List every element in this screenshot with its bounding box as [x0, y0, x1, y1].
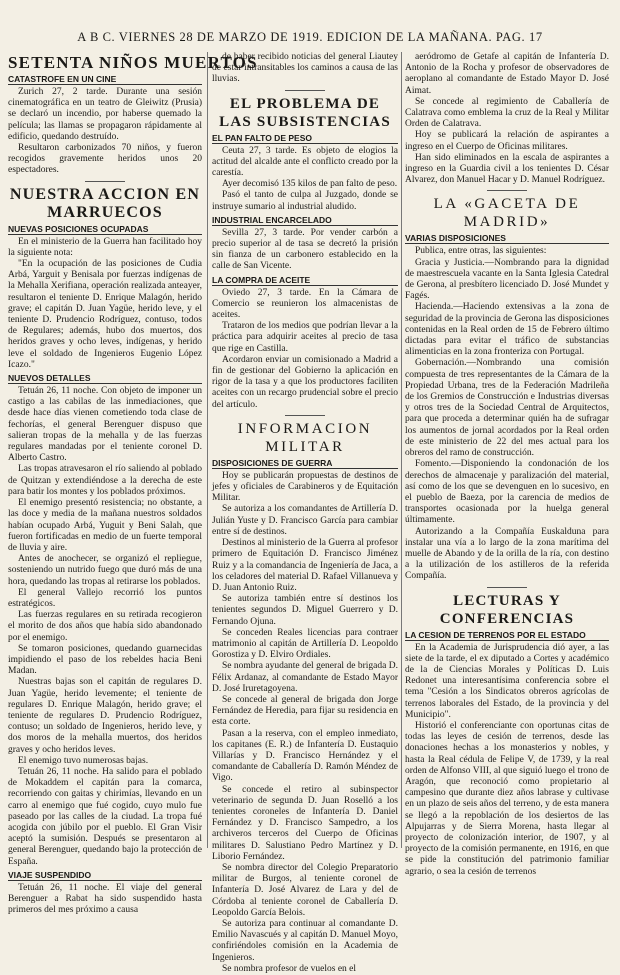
- paragraph-vallejo: El general Vallejo recorrió los puntos estratégicos.: [8, 587, 202, 609]
- paragraph-general: Se concede al general de brigada don Jorge Fernández de Heredia, para fijar su residencia en esta corte.: [212, 694, 398, 728]
- paragraph-tetuan-2: Tetuán 26, 11 noche. Ha salido para el poblado de Mokaddem el capitán para la comarca, recorriendo con gaitas y chirimías, llevando en un carro al enemigo que fué cogido, cuyo mulo fue paseado por las calles de la ciudad. La tropa fué acogida con júbilo por el pueblo. El Gran Visir aceptó la sumisión. Después se presentaron al general Berenguer, quedando bajo la protección de España.: [8, 766, 202, 867]
- column-rule-1: [207, 52, 208, 848]
- subhead-compra-aceite: LA COMPRA DE ACEITE: [212, 275, 398, 286]
- subhead-catastrofe-cine: CATASTROFE EN UN CINE: [8, 74, 202, 85]
- paragraph-resultaron: Resultaron carbonizados 70 niños, y fueron recogidos gravemente heridos unos 20 espectadores.: [8, 143, 202, 176]
- paragraph-cruz: Se concede al regimiento de Caballería de Calatrava como emblema la cruz de la Real y Militar Orden de Calatrava.: [405, 96, 609, 130]
- subhead-disposiciones-guerra: DISPOSICIONES DE GUERRA: [212, 458, 398, 469]
- column-1: [8, 52, 258, 916]
- paragraph-tetuan: Tetuán 26, 11 noche. Con objeto de imponer un castigo a las cabilas de las inmediaciones, que desde hace días vienen cometiendo toda clase de fechorías, el general Berenguer dispuso que salieran tropas de la mehalla y de las fuerzas regulares mandadas por el teniente coronel D. Alberto Castro.: [8, 386, 202, 464]
- paragraph-hacienda: Hacienda.—Haciendo extensivas a la zona de seguridad de la provincia de Gerona las disposiciones contenidas en la Real orden de 15 de Febrero último dictadas para evitar el tráfico de substancias alimenticias en la zona fronteriza con Portugal.: [405, 302, 609, 358]
- headline-setenta-ninos: SETENTA NIÑOS MUERTOS: [8, 53, 258, 72]
- paragraph-nombra: Se nombra ayudante del general de brigada D. Félix Ardanaz, al comandante de Estado Mayor D. José Iruretagoyena.: [212, 661, 398, 694]
- paragraph-continuation: aeródromo de Getafe al capitán de Infantería D. Antonio de la Rocha y profesor de observadores de aeroplano al comandante de Estado Mayor D. José Aimat.: [405, 52, 609, 96]
- paragraph-posiciones: Se tomaron posiciones, quedando guarnecidas impidiendo el paso de los rebeldes hacia Beni Madan.: [8, 643, 202, 677]
- paragraph-paso: Pasó el tanto de culpa al Juzgado, donde se instruye sumario al industrial aludido.: [212, 190, 398, 212]
- headline-nuestra-accion: NUESTRA ACCION EN MARRUECOS: [9, 185, 201, 221]
- subhead-pan-falto: EL PAN FALTO DE PESO: [212, 133, 398, 144]
- separator: [285, 90, 325, 91]
- headline-problema-subsistencias: EL PROBLEMA DE LAS SUBSISTENCIAS: [219, 95, 391, 130]
- paragraph-autorizando: Autorizando a la Compañía Euskalduna para instalar una vía a lo largo de la zona marítima del muelle de Abando y de la orilla de la ría, con destino a la utilización de los astilleros de la referida Compañía.: [405, 526, 609, 582]
- subhead-nuevos-detalles: NUEVOS DETALLES: [8, 373, 202, 384]
- paragraph-fomento: Fomento.—Disponiendo la condonación de los derechos de almacenaje y paralización del material, así como de los que se devenguen en lo sucesivo, en el pueblo de Baeza, por la carencia de medios de transportes ocasionada por la huelga general últimamente.: [405, 459, 609, 526]
- paragraph-enemigo: El enemigo presentó resistencia; no obstante, a las doce y media de la mañana nuestros soldados habían ocupado Arbá, Yuguit y Beni Salah, que fueron fortificadas en medio de un fuerte temporal de lluvia y aire.: [8, 498, 202, 553]
- paragraph-reserva: Pasan a la reserva, con el empleo inmediato, los capitanes (E. R.) de Infantería D. Eustaquio Villarías y D. Francisco Hernández y el comandante de Caballería D. Ramón Méndez de Vigo.: [212, 728, 398, 784]
- subhead-varias-disposiciones: VARIAS DISPOSICIONES: [405, 233, 609, 244]
- headline-informacion-militar: INFORMACION MILITAR: [237, 420, 373, 455]
- paragraph-gobernacion: Gobernación.—Nombrando una comisión compuesta de tres representantes de la Cámara de la Propiedad Urbana, tres de la Federación Madrileña de los Gremios de Construcción e Industrias diversas y otros tres de la Sociedad Central de Arquitectos, para que proceda a determinar quién ha de sufragar los aumentos de jornal acordados por la Real orden de este ministerio de 22 del mes actual para los obreros del ramo de construcción.: [405, 358, 609, 459]
- paragraph-autoriza-2: Se autoriza también entre sí destinos los tenientes segundos D. Miguel Guerrero y D. Fernando Ojuna.: [212, 594, 398, 627]
- paragraph-continuation: de haber recibido noticias del general Liautey de estar intransitables los caminos a causa de las lluvias.: [212, 52, 398, 85]
- subhead-nuevas-posiciones: NUEVAS POSICIONES OCUPADAS: [8, 224, 202, 235]
- subhead-viaje-suspendido: VIAJE SUSPENDIDO: [8, 870, 202, 881]
- paragraph-autoriza: Se autoriza a los comandantes de Artillería D. Julián Yuste y D. Francisco García para cambiar entre sí de destinos.: [212, 504, 398, 537]
- paragraph-publica: Publica, entre otras, las siguientes:: [415, 246, 547, 257]
- paragraph-relacion: Hoy se publicará la relación de aspirantes a ingreso en el Cuerpo de Oficinas militares.: [405, 130, 609, 152]
- paragraph-bajas: Nuestras bajas son el capitán de regulares D. Juan Yagüe, herido levemente; el teniente de regulares D. Enrique Malagón, herido grave; el teniente de regulares D. Prudencio Rodríguez, contuso; un soldado de Ingenieros, herido leve, y dos moros de la mehalla muertos, dos heridos graves y ocho heridos leves.: [8, 677, 202, 755]
- separator: [487, 190, 527, 191]
- separator: [285, 415, 325, 416]
- paragraph-autoriza-3: Se autoriza para continuar al comandante D. Emilio Navascués y al capitán D. Manuel Moyo, confiriéndoles comisión en la Academia de Ingenieros.: [212, 919, 398, 963]
- headline-lecturas-conferencias: LECTURAS Y CONFERENCIAS: [439, 592, 575, 627]
- paragraph-viaje: Tetuán 26, 11 noche. El viaje del general Berenguer a Rabat ha sido suspendido hasta primeros del mes próximo a causa: [8, 882, 202, 916]
- paragraph-ayer: Ayer decomisó 135 kilos de pan falto de peso.: [222, 179, 398, 190]
- paragraph-antes: Antes de anochecer, se organizó el repliegue, sosteniendo un nutrido fuego que duró más de una hora, quedando las tropas al retirarse los poblados.: [8, 554, 202, 587]
- paragraph-conceden: Se conceden Reales licencias para contraer matrimonio al capitán de Artillería D. Leopoldo Gorostiza y D. Elviro Ordiales.: [212, 627, 398, 661]
- paragraph-enemigo-bajas: El enemigo tuvo numerosas bajas.: [18, 755, 149, 766]
- separator: [85, 181, 125, 182]
- paragraph-retiro: Se concede el retiro al subinspector veterinario de segunda D. Juan Roselló a los tenientes coroneles de Infantería D. Daniel Fernández y D. Francisco Sampedro, a los archiveros terceros del Cuerpo de Oficinas militares D. Salustiano Pedro Martínez y D. Liborio Fernández.: [212, 784, 398, 862]
- subhead-industrial-encarcelado: INDUSTRIAL ENCARCELADO: [212, 215, 398, 226]
- paragraph-tropas: Las tropas atravesaron el río saliendo al poblado de Quitzan y extendiéndose a la derecha de este para batir los montes y los poblados próximos.: [8, 464, 202, 497]
- paragraph-trataron: Trataron de los medios que podrían llevar a la práctica para adquirir aceites al precio de tasa que rige en Castilla.: [212, 321, 398, 354]
- paragraph-ocupacion: "En la ocupación de las posiciones de Cudia Arbá, Yarguit y Benisala por fuerzas indígenas de la Mehalla Xerifiana, operación realizada anteayer, resultaron el teniente D. Enrique Malagón, herido grave; el capitán D. Juan Yagüe, herido leve, y el teniente D. Prudencio Rodríguez, contuso, todos de Regulares; además, hubo dos muertos, dos heridos graves y ocho leves, indígenas, y herido leve el soldado de Ingenieros Eugenio López Icazo.": [8, 259, 202, 370]
- paragraph-destinos: Destinos al ministerio de la Guerra al profesor primero de Equitación D. Francisco Jiménez Ruiz y a la comandancia de Ingeniería de Jaca, a los celadores del material D. Rafael Villanueva y D. Juan Antonio Ruiz.: [212, 538, 399, 593]
- column-rule-2: [401, 52, 402, 848]
- paragraph-academia: En la Academia de Jurisprudencia dió ayer, a las siete de la tarde, el ex diputado a Cortes y académico de la de Ciencias Morales y Políticas D. Luis Redonet una interesantísima conferencia sobre el tema "Cesión a los Sindicatos obreros agrícolas de terrenos laborales del Estado, de la provincia y del Municipio".: [405, 642, 609, 720]
- paragraph-nombra-2: Se nombra profesor de vuelos en el: [222, 963, 357, 974]
- paragraph-hoy: Hoy se publicarán propuestas de destinos de jefes y oficiales de Carabineros y de Equitación Militar.: [212, 470, 398, 504]
- headline-gaceta-madrid: LA «GACETA DE MADRID»: [433, 196, 581, 231]
- paragraph-director: Se nombra director del Colegio Preparatorio militar de Burgos, al teniente coronel de Infantería D. José Alvarez de Lara y del de Córdoba al teniente coronel de Caballería D. Leopoldo García Belois.: [212, 862, 398, 918]
- column-2: [212, 52, 399, 974]
- paragraph-fuerzas: Las fuerzas regulares en su retirada recogieron el morito de dos años que había sido abandonado por el enemigo.: [8, 610, 202, 643]
- column-3: [405, 52, 609, 877]
- separator: [487, 587, 527, 588]
- paragraph-ceuta: Ceuta 27, 3 tarde. Es objeto de elogios la actitud del alcalde ante el conflicto creado por la carestía.: [212, 145, 398, 179]
- paragraph-sevilla: Sevilla 27, 3 tarde. Por vender carbón a precio superior al de tasa se decretó la prisión sin fianza de un carbonero establecido en la calle de San Vicente.: [212, 227, 398, 272]
- masthead: A B C. VIERNES 28 DE MARZO DE 1919. EDICION DE LA MAÑANA. PAG. 17: [77, 30, 543, 44]
- paragraph-historio: Historió el conferenciante con oportunas citas de todas las leyes de cesión de terrenos, desde las donaciones hechas a los monasterios y nobles, y hasta la Real cédula de Felipe V, de 1739, y la real orden de Alfonso VIII, al que siguió luego el trono de Aragón, que reconoció como propietario al campesino que durante diez años labrase y cultivase en un plazo de seis años del terreno, y de esta manera se llegó a la repoblación de los desiertos de las Alpujarras y de Sierra Morena, hasta llegar al proyecto de colonización interior, de 1907, y al proyecto de la comisión permanente, en 1916, en que se pide la constitución del patrimonio familiar agrario, o sea la cesión de terrenos: [405, 720, 609, 877]
- paragraph-ministerio: En el ministerio de la Guerra han facilitado hoy la siguiente nota:: [8, 236, 202, 258]
- paragraph-zurich: Zurich 27, 2 tarde. Durante una sesión cinematográfica en un teatro de Gleiwitz (Prusia) se declaró un incendio, por haberse quemado la película; las llamas se propagaron rápidamente al edificio, quedando destruído.: [8, 87, 202, 142]
- paragraph-gracia: Gracia y Justicia.—Nombrando para la dignidad de maestrescuela vacante en la Santa Iglesia Catedral de Gerona, al presbítero licenciado D. José Mundet y Fagés.: [405, 257, 609, 302]
- subhead-cesion-terrenos: LA CESION DE TERRENOS POR EL ESTADO: [405, 630, 609, 641]
- paragraph-oviedo: Oviedo 27, 3 tarde. En la Cámara de Comercio se reunieron los almacenistas de aceites.: [212, 287, 398, 321]
- paragraph-eliminados: Han sido eliminados en la escala de aspirantes a ingreso en la Guardia civil a los tenientes D. César Alvarez, don Manuel Hacar y D. Manuel Rodríguez.: [405, 152, 609, 186]
- paragraph-acordaron: Acordaron enviar un comisionado a Madrid a fin de gestionar del Gobierno la aplicación en rigor de la tasa y a que los productores faciliten aceites con un recargo prudencial sobre el precio del artículo.: [212, 354, 398, 410]
